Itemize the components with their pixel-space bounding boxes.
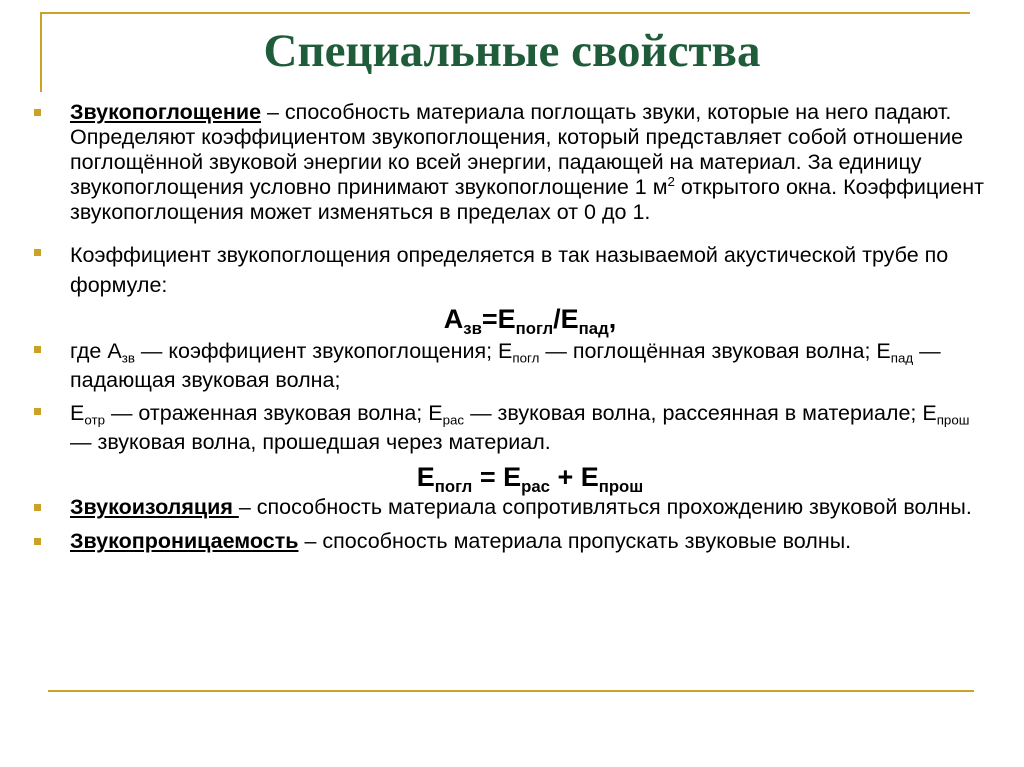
bullet-square-icon (34, 538, 41, 545)
term-insulation: Звукоизоляция (70, 495, 239, 519)
bullet-item-reflected: $E_{отр}$ — отраженная звуковая волна; $E_{рас}$ — звуковая волна, рассеянная в материале; $E_{прош}$ — звуковая волна, прошедшая через материал. (30, 399, 990, 457)
bullet-item-permeability (30, 529, 990, 554)
bullet-square-icon (34, 504, 41, 511)
formula-absorption-coefficient: $A_{зв}=E_{погл}/E_{пад}$, (443, 304, 617, 338)
superscript: 2 (667, 174, 675, 190)
bullet-item-coefficient (30, 240, 990, 300)
term-absorption: Звукопоглощение (70, 100, 262, 124)
bullet-item-insulation (30, 495, 990, 520)
decor-top-rule (40, 12, 970, 14)
absorption-text-end: открытого окна. Коэффициент звукопоглощения может изменяться в пределах от 0 до 1. (70, 175, 984, 224)
coefficient-text: Коэффициент звукопоглощения определяется в так называемой акустической трубе по формуле: (70, 243, 949, 297)
bullet-item-absorption (30, 100, 990, 225)
bullet-square-icon (34, 249, 41, 256)
formula-absorbed-energy: $E_{погл} = E_{рас} + E_{прош}$ (416, 462, 644, 496)
bullet-square-icon (34, 408, 41, 415)
insulation-text: – способность материала сопротивляться прохождению звуковой волны. (238, 495, 972, 519)
permeability-text: – способность материала пропускать звуковые волны. (298, 529, 852, 553)
bullet-square-icon (34, 109, 41, 116)
bullet-item-where: где $A_{зв}$ — коэффициент звукопоглощения; $E_{погл}$ — поглощённая звуковая волна; $E_{пад}$ — падающая звуковая волна; (30, 337, 990, 395)
bullet-square-icon (34, 346, 41, 353)
slide-content (30, 100, 990, 554)
term-permeability: Звукопроницаемость (70, 529, 299, 553)
absorption-text: – способность материала поглощать звуки, которые на него падают. Определяют коэффициентом звукопоглощения, который представляет собой отношение поглощённой звуковой энергии ко всей энергии, падающей на материал. За единицу звукопоглощения условно принимают звукопоглощение 1 м (70, 100, 964, 199)
decor-bottom-rule (48, 690, 974, 692)
slide-title: Специальные свойства (263, 25, 761, 77)
